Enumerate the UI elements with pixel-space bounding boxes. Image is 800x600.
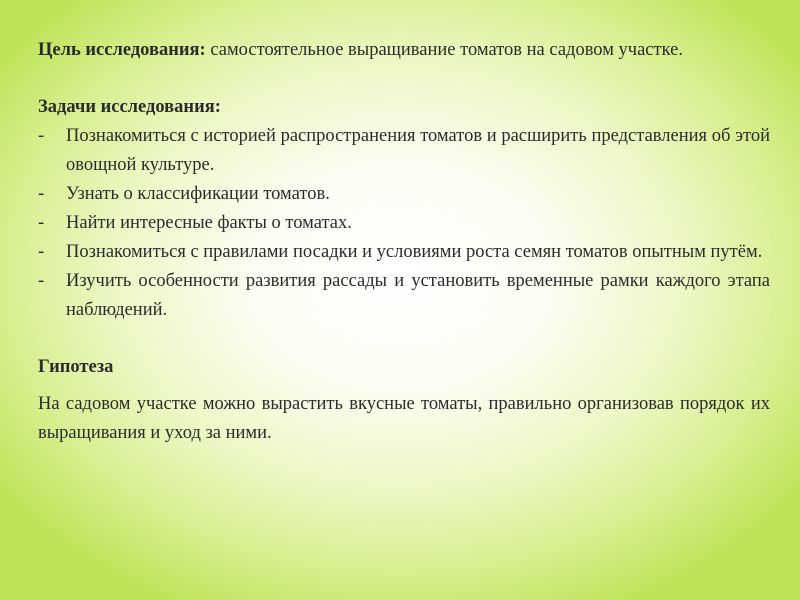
task-item — [38, 267, 770, 325]
task-item — [38, 122, 770, 180]
task-text: Познакомиться с историей распространения томатов и расширить представления об этой овощной культуре. — [66, 126, 770, 175]
slide-content — [38, 36, 770, 448]
research-tasks-heading: Задачи исследования: — [38, 97, 221, 117]
research-goal-text: самостоятельное выращивание томатов на садовом участке. — [210, 40, 683, 60]
dash-bullet-icon: - — [38, 271, 45, 291]
task-text: Познакомиться с правилами посадки и условиями роста семян томатов опытным путём. — [66, 242, 763, 262]
task-item — [38, 180, 770, 209]
dash-bullet-icon: - — [38, 126, 45, 146]
hypothesis-text: На садовом участке можно вырастить вкусные томаты, правильно организовав порядок их выращивания и уход за ними. — [38, 394, 770, 443]
task-item — [38, 238, 770, 267]
task-text: Найти интересные факты о томатах. — [66, 213, 352, 233]
hypothesis-heading: Гипотеза — [38, 357, 114, 377]
task-text: Узнать о классификации томатов. — [66, 184, 330, 204]
research-tasks-list — [38, 122, 770, 325]
dash-bullet-icon: - — [38, 213, 45, 233]
dash-bullet-icon: - — [38, 184, 45, 204]
task-item — [38, 209, 770, 238]
research-goal-paragraph — [38, 36, 770, 65]
task-text: Изучить особенности развития рассады и установить временные рамки каждого этапа наблюдений. — [66, 271, 770, 320]
dash-bullet-icon: - — [38, 242, 45, 262]
research-goal-label: Цель исследования: — [38, 40, 206, 60]
